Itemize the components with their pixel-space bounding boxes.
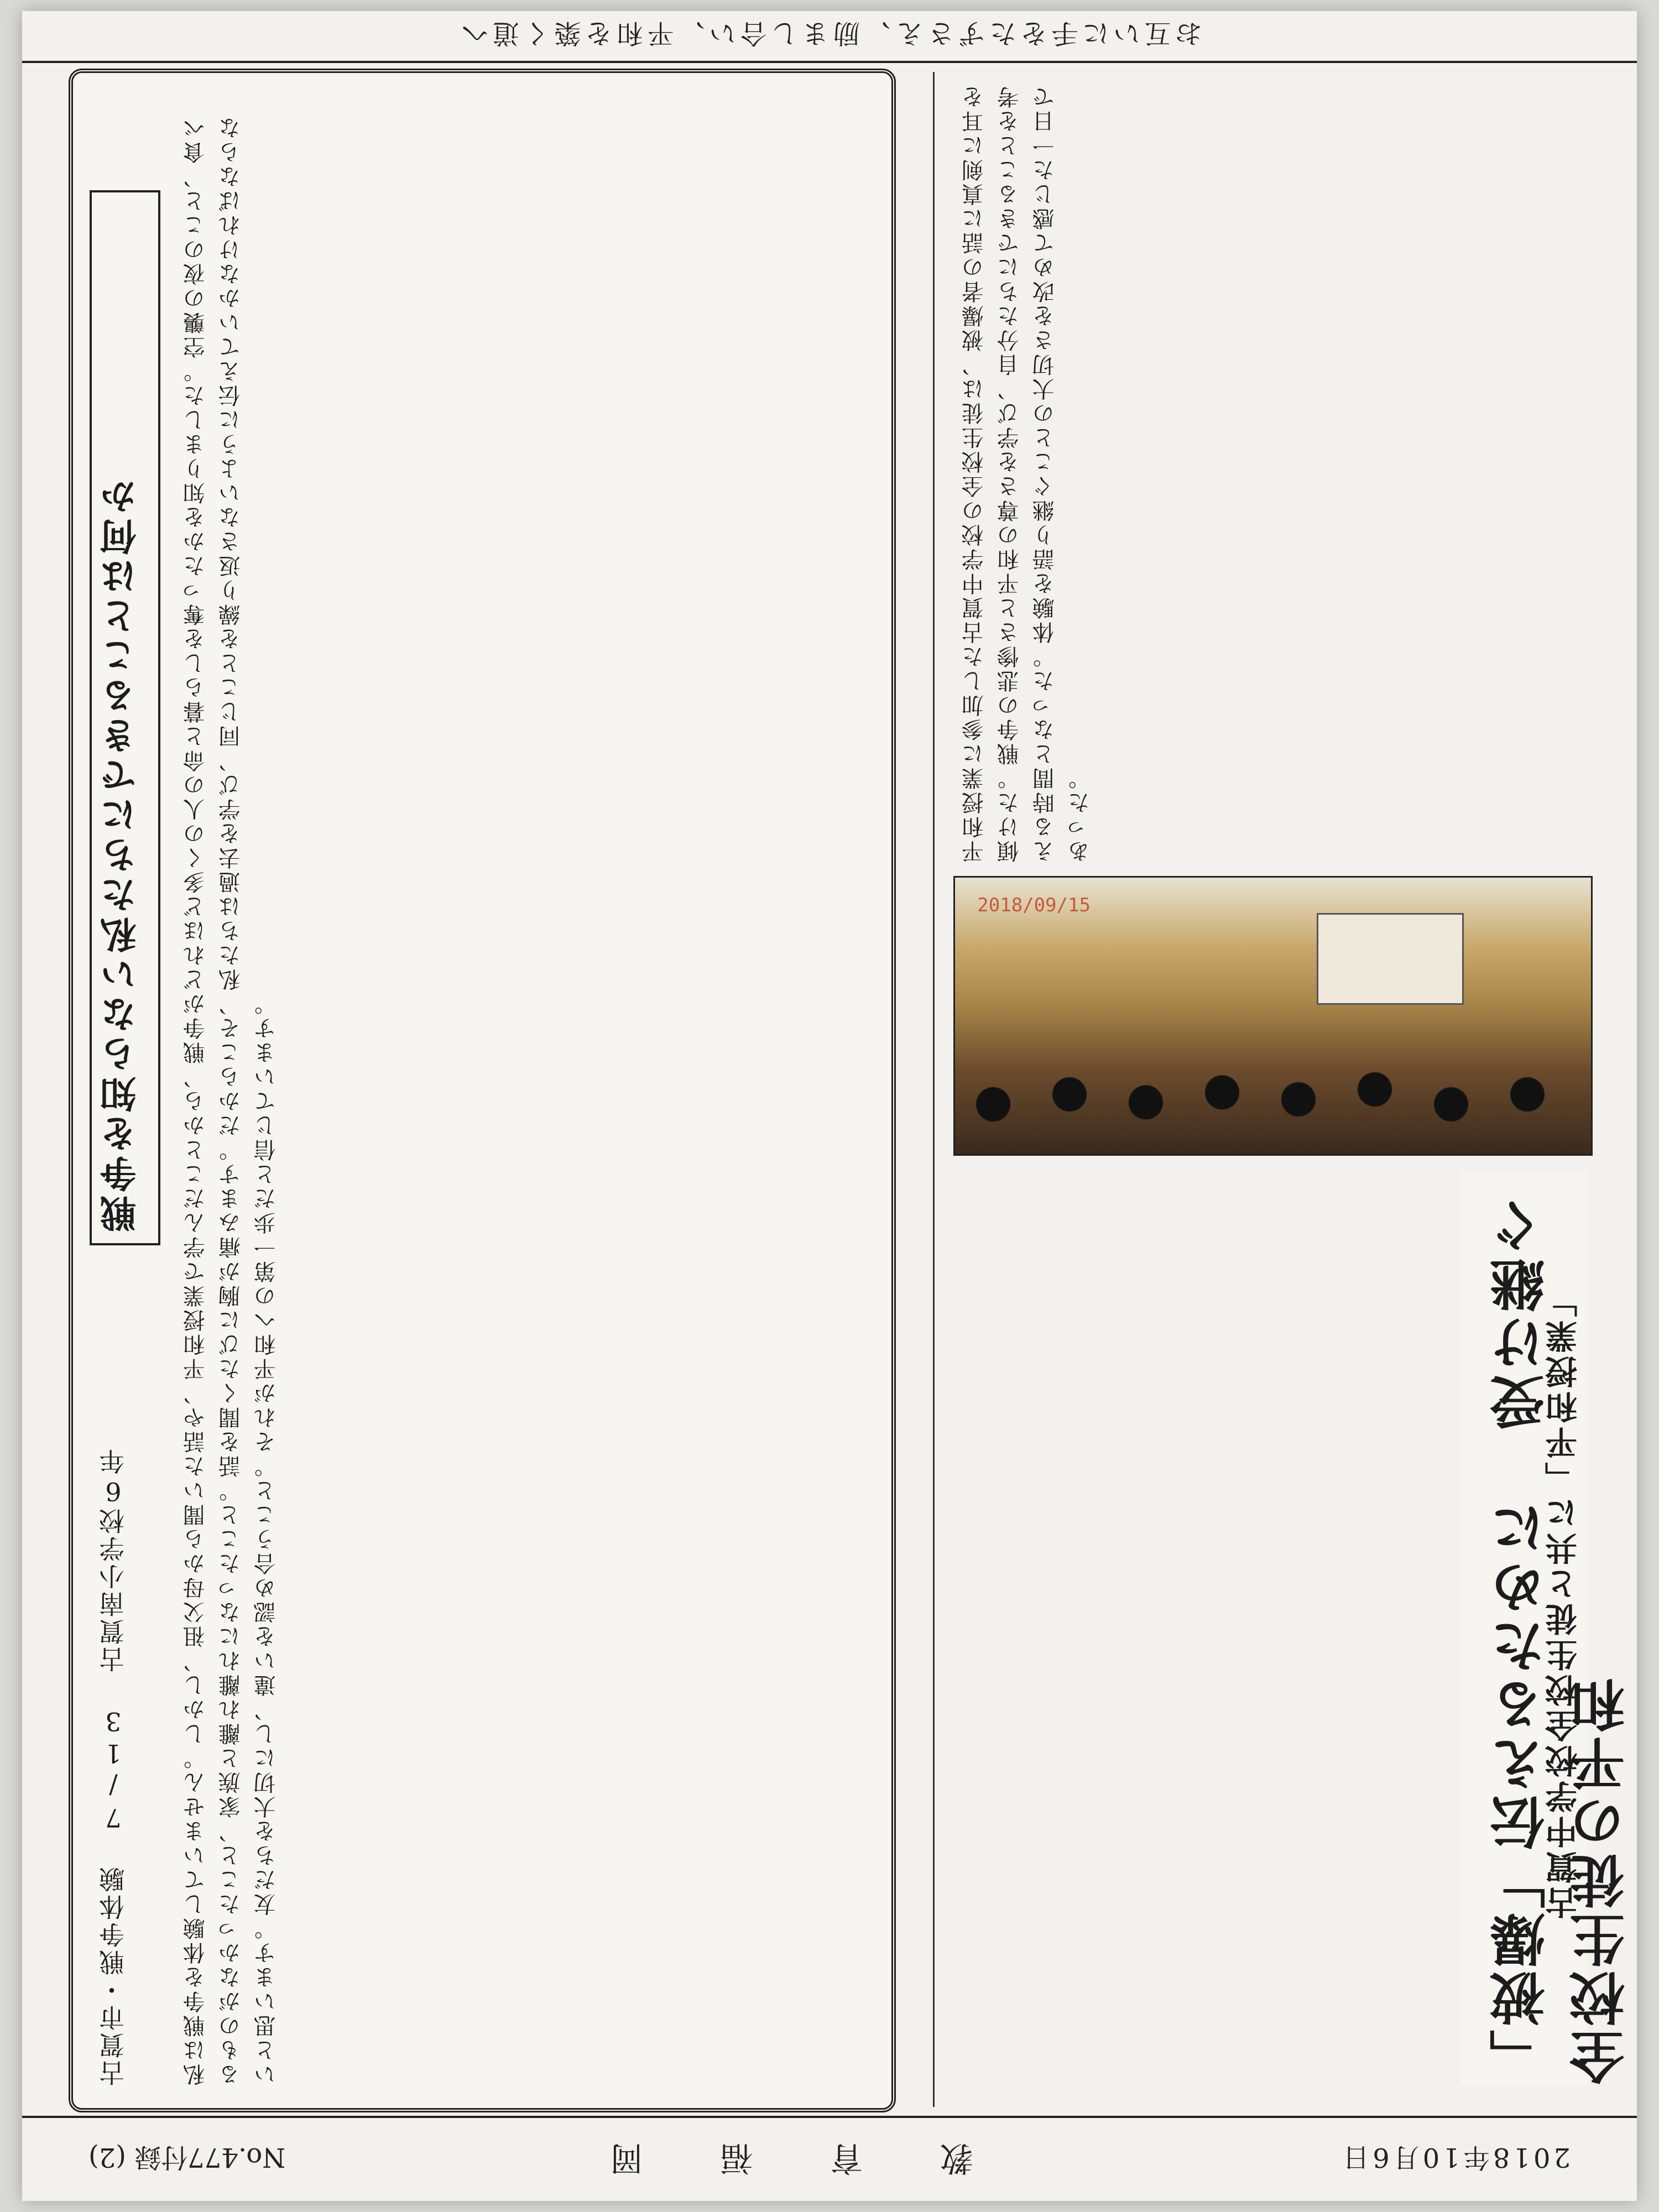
lead-headline-block: [1460, 1172, 1634, 2085]
essay-body: 私は戦争を体験していません。しかし、祖父母から聞いた話や、平和授業で学んだことから、戦争がどれほど多くの人の命と暮らしを奪ったかを知りました。空襲の夜のこと、食べるものがなかったこと、家族と離れ離れになったこと。話を聞くたびに胸が痛みます。だからこそ、私たちは過去を学び、同じことを繰り返さないように伝えていかなければならないと思います。友だちを大切にし、違いを認め合うこと。それが平和への第一歩だと信じています。: [183, 115, 279, 2086]
footer-slogan: お互いに手をたずさえ、励まし合い、平和を築く道へ: [457, 18, 1202, 49]
column-divider: [933, 72, 935, 2107]
issue-number: No.477付録 (2): [88, 2142, 286, 2173]
essay-box: [69, 69, 896, 2112]
lead-subheadline: 古賀中学校全校生徒と共に「平和授業」: [1545, 1282, 1583, 1919]
lead-headline: 「被爆」伝えるために 受け継ぐ全校生徒の平和: [1489, 1196, 1634, 2085]
photo-board: [1317, 913, 1464, 1005]
essay-title-box: [90, 190, 160, 1245]
lead-article-body: [957, 77, 1593, 863]
issue-date: 2018年10月6日: [1339, 2142, 1571, 2173]
lead-body-text: 平和授業に参加した古賀中学校の全校生徒は、被爆者の話に真剣に耳を傾けた。戦争の悲惨さと平和の尊さを学び、自分たちにできることを考える時間となった。体験を語り継ぐことの大切さを改めて感じた一日であった。: [962, 84, 1093, 863]
masthead: 教 育 福 岡: [576, 2138, 973, 2177]
page-header: [22, 2116, 1637, 2201]
essay-author: 古賀市・戦争体験 7/13 古賀南小学校6年: [98, 1447, 128, 2086]
essay-title: 戦争を知らない私たちにできることは何か: [100, 476, 143, 1232]
photo-date-stamp: 2018/09/15: [977, 894, 1091, 916]
lead-photo: [953, 876, 1593, 1156]
page-footer: [22, 11, 1637, 63]
audience-heads: [955, 1055, 1591, 1154]
newspaper-page: [22, 11, 1637, 2201]
